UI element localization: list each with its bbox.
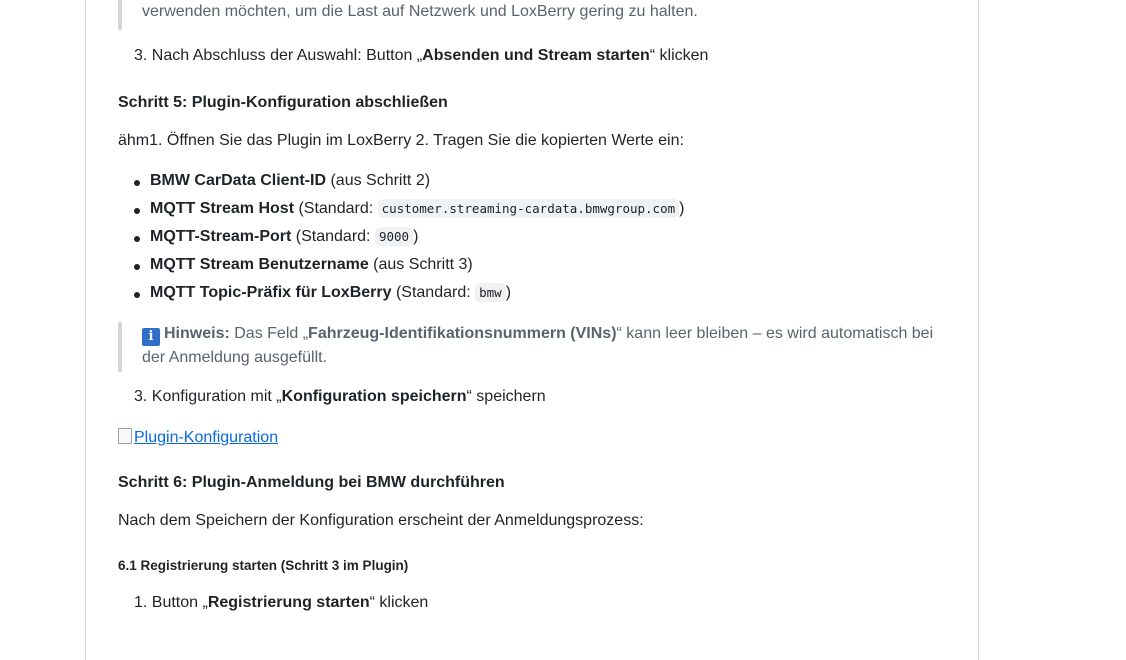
bullet-marker (134, 208, 140, 214)
info-icon: i (142, 328, 160, 346)
list-item: MQTT-Stream-Port (Standard: 9000 ) (150, 228, 419, 245)
broken-image-icon (118, 428, 132, 444)
step4-list-item-3: 3. Nach Abschluss der Auswahl: Button „Absenden und Stream starten“ klicken (134, 47, 709, 64)
list-item: BMW CarData Client-ID (aus Schritt 2) (150, 172, 431, 189)
step6-list-item-1: 1. Button „Registrierung starten“ klicken (134, 594, 429, 611)
step5-list-item-3: 3. Konfiguration mit „Konfiguration speichern“ speichern (134, 388, 546, 405)
inline-code: customer.streaming-cardata.bmwgroup.com (378, 199, 680, 218)
bullet-marker (134, 236, 140, 242)
step6-intro: Nach dem Speichern der Konfiguration erscheint der Anmeldungsprozess: (118, 512, 644, 529)
bullet-marker (134, 180, 140, 186)
bullet-marker (134, 292, 140, 298)
step6-heading: Schritt 6: Plugin-Anmeldung bei BMW durchführen (118, 474, 505, 491)
inline-code: bmw (475, 283, 506, 302)
step5-intro: ähm1. Öffnen Sie das Plugin im LoxBerry 2. Tragen Sie die kopierten Werte ein: (118, 132, 684, 149)
step6-1-heading: 6.1 Registrierung starten (Schritt 3 im Plugin) (118, 558, 409, 573)
plugin-config-image-link[interactable] (118, 428, 278, 447)
note-blockquote (118, 322, 938, 372)
note-line2: der Anmeldung ausgefüllt. (142, 349, 328, 366)
bullet-marker (134, 264, 140, 270)
list-item: MQTT Stream Benutzername (aus Schritt 3) (150, 256, 473, 273)
plugin-config-link[interactable]: Plugin-Konfiguration (134, 429, 279, 446)
inline-code: 9000 (375, 227, 413, 246)
warning-text-line2: verwenden möchten, um die Last auf Netzwerk und LoxBerry gering zu halten. (142, 3, 698, 20)
list-item: MQTT Stream Host (Standard: customer.streaming-cardata.bmwgroup.com ) (150, 200, 685, 217)
warning-blockquote (118, 0, 938, 30)
list-item: MQTT Topic-Präfix für LoxBerry (Standard: bmw ) (150, 284, 512, 301)
step5-heading: Schritt 5: Plugin-Konfiguration abschließen (118, 94, 448, 111)
readme-article (85, 0, 979, 660)
note-line1: i Hinweis: Das Feld „Fahrzeug-Identifikationsnummern (VINs)“ kann leer bleiben – es wird automatisch bei (142, 322, 933, 346)
